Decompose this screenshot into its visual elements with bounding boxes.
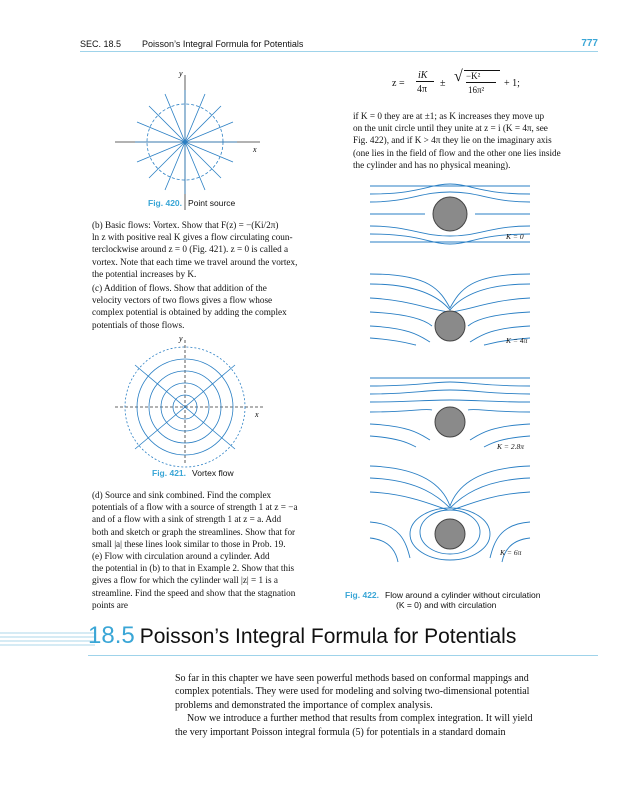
- fig422-label-k6pi: K = 6π: [500, 548, 522, 557]
- prob-d-line: and of a flow with a sink of strength 1 at z = a. Add: [92, 514, 282, 525]
- fig422-label-k2.8pi: K = 2.8π: [497, 442, 524, 451]
- fig420-caption: [148, 198, 235, 208]
- problem-e: [92, 550, 320, 611]
- section-body: [175, 672, 600, 739]
- problem-b: [92, 219, 320, 280]
- stagnation-formula: z = iK 4π ± √ −K² 16π² + 1;: [392, 68, 520, 95]
- explanation-line: if K = 0 they are at ±1; as K increases they move up: [353, 111, 545, 121]
- fig420-y-label: y: [179, 69, 183, 78]
- section-rule: [88, 655, 598, 656]
- fig420-caption-text: Point source: [188, 198, 236, 208]
- prob-b-line: terclockwise around z = 0 (Fig. 421). z = 0 is called a: [92, 244, 289, 255]
- explanation-line: on the unit circle until they unite at z = i (K = 4π, see: [353, 123, 548, 134]
- prob-c-line: complex potential is obtained by adding the complex: [92, 307, 287, 318]
- page-number: 777: [581, 38, 598, 49]
- formula-radicand-num: −K²: [466, 71, 481, 81]
- fig421-x-label: x: [255, 410, 259, 419]
- body-line: the very important Poisson integral formula (5) for potentials in a standard domain: [175, 726, 506, 738]
- formula-denominator: 4π: [417, 84, 428, 95]
- formula-radicand-den: 16π²: [468, 85, 485, 95]
- body-line: So far in this chapter we have seen powerful methods based on conformal mappings and: [175, 673, 529, 684]
- body-line: Now we introduce a further method that results from complex integration. It will yield: [187, 713, 533, 725]
- fig422-label-k4pi: K = 4π: [506, 336, 528, 345]
- fig422-panel-k2.8pi: [370, 372, 530, 447]
- fig422-label: Fig. 422.: [345, 590, 380, 600]
- prob-d-line: both and sketch or graph the streamlines. Show that for: [92, 526, 296, 537]
- problem-c: [92, 282, 320, 331]
- prob-d-line: potentials of a flow with a source of strength 1 at z = −a: [92, 502, 298, 513]
- prob-c-line: potentials of those flows.: [92, 319, 185, 330]
- formula-pm: ±: [440, 78, 446, 89]
- fig422-panel-k6pi: [370, 462, 530, 562]
- body-line: complex potentials. They were used for modeling and solving two-dimensional potential: [175, 686, 530, 698]
- prob-d-line: (d) Source and sink combined. Find the complex: [92, 490, 272, 500]
- fig422-caption-line2: (K = 0) and with circulation: [396, 600, 497, 610]
- prob-b-line: the potential increases by K.: [92, 268, 197, 279]
- header-section: SEC. 18.5: [80, 39, 122, 49]
- formula-lhs: z =: [392, 78, 405, 89]
- formula-tail: + 1;: [504, 78, 520, 89]
- section-decoration: [0, 632, 95, 648]
- fig420-x-label: x: [253, 145, 257, 154]
- prob-e-line: points are: [92, 599, 128, 610]
- fig421-caption-text: Vortex flow: [192, 468, 234, 478]
- prob-b-line: vortex. Note that each time we travel around the vortex,: [92, 256, 298, 267]
- prob-e-line: (e) Flow with circulation around a cylinder. Add: [92, 551, 270, 561]
- prob-c-line: velocity vectors of two flows gives a flow whose: [92, 295, 273, 306]
- explanation-line: Fig. 422), and if K > 4π they lie on the imaginary axis: [353, 135, 552, 146]
- header-title: Poisson’s Integral Formula for Potentials: [142, 39, 304, 49]
- explanation-line: the cylinder and has no physical meaning).: [353, 159, 511, 170]
- fig422-panel-k4pi: [370, 270, 530, 345]
- prob-b-line: (b) Basic flows: Vortex. Show that F(z) = −(Ki/2π): [92, 220, 279, 230]
- prob-d-line: small |a| these lines look similar to those in Prob. 19.: [92, 538, 286, 549]
- header-rule: [80, 51, 598, 52]
- section-heading: [88, 622, 516, 650]
- running-header: [80, 38, 598, 56]
- body-line: problems and demonstrated the importance of complex analysis.: [175, 699, 433, 711]
- formula-numerator: iK: [418, 70, 428, 81]
- prob-e-line: streamline. Find the speed and show that the stagnation: [92, 587, 296, 598]
- stagnation-explanation: [353, 110, 599, 171]
- prob-b-line: ln z with positive real K gives a flow circulating coun-: [92, 232, 293, 243]
- fig420-label: Fig. 420.: [148, 198, 183, 208]
- section-title: Poisson’s Integral Formula for Potentials: [139, 625, 517, 648]
- fig421-caption: [152, 468, 234, 478]
- fig421-y-label: y: [179, 334, 183, 343]
- prob-e-line: gives a flow for which the cylinder wall |z| = 1 is a: [92, 575, 278, 586]
- fig421-label: Fig. 421.: [152, 468, 187, 478]
- prob-e-line: the potential in (b) to that in Example 2. Show that this: [92, 563, 295, 574]
- fig422-caption-line1: Flow around a cylinder without circulation: [385, 590, 541, 600]
- fig421-diagram: [115, 335, 315, 475]
- fig422-label-k0: K = 0: [506, 232, 524, 241]
- prob-c-line: (c) Addition of flows. Show that addition of the: [92, 283, 267, 293]
- explanation-line: (one lies in the field of flow and the other one lies inside: [353, 147, 561, 158]
- section-number: 18.5: [88, 622, 135, 649]
- fig422-caption: [345, 590, 605, 610]
- problem-d: [92, 489, 320, 550]
